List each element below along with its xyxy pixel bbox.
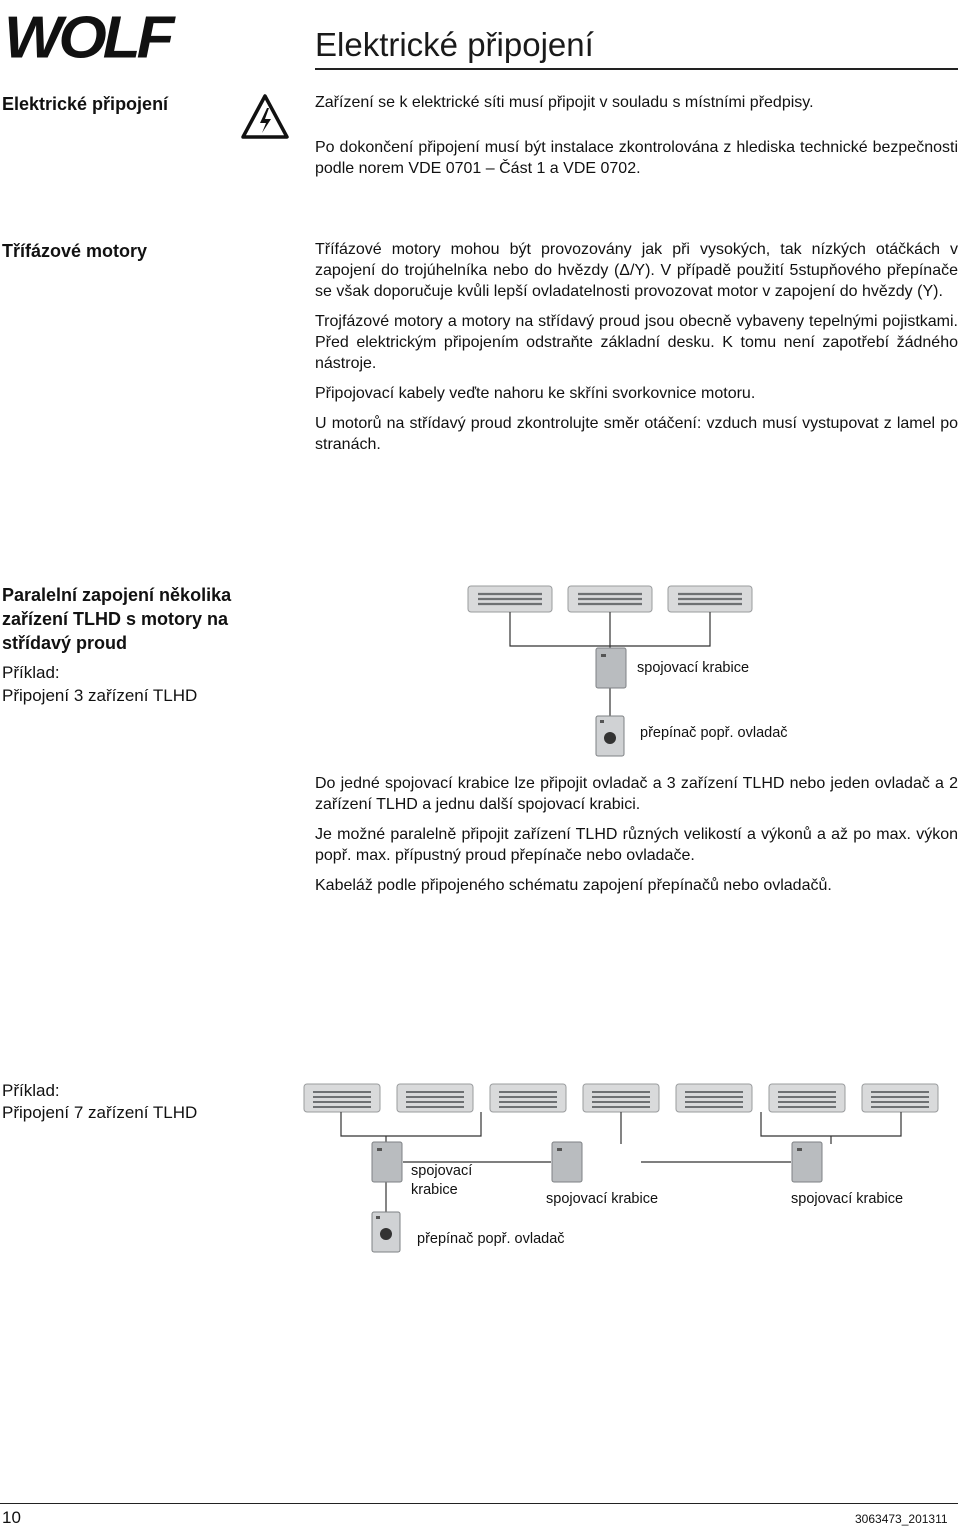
section-heading-motors: Třífázové motory: [2, 241, 148, 261]
electric-para-2: Po dokončení připojení musí být instalace zkontrolována z hlediska technické bezpečnosti podle norem VDE 0701 – Část 1 a VDE 0702.: [315, 139, 958, 177]
junction-box: [596, 648, 626, 688]
junction-box-1-label-line2: krabice: [411, 1182, 458, 1198]
parallel-para-3: Kabeláž podle připojeného schématu zapojení přepínačů nebo ovladačů.: [315, 877, 832, 894]
heater-unit: [676, 1084, 752, 1112]
switch-controller: [372, 1212, 400, 1252]
footer-divider: [0, 1503, 958, 1504]
motors-para-1: Třífázové motory mohou být provozovány jak při vysokých, tak nízkých otáčkách v zapojení do trojúhelníka nebo do hvězdy (Δ/Y). V případě použití 5stupňového přepínače se však doporučuje kvůli lepší ovladatelnosti provozovat motor v zapojení do hvězdy (Y).: [315, 241, 958, 300]
parallel-para-1: Do jedné spojovací krabice lze připojit ovladač a 3 zařízení TLHD nebo jeden ovladač a 2 zařízení TLHD a jednu další spojovací krabici.: [315, 775, 958, 813]
example-label-1: Příklad:: [2, 663, 60, 682]
section-heading-parallel: Paralelní zapojení několika zařízení TLHD s motory na střídavý proud: [2, 585, 232, 653]
heater-unit: [769, 1084, 845, 1112]
heater-unit: [568, 586, 652, 612]
junction-box-3-label: spojovací krabice: [791, 1191, 904, 1207]
heater-unit: [583, 1084, 659, 1112]
junction-box: [372, 1142, 402, 1182]
electric-hazard-icon: [240, 93, 290, 141]
switch-label-2: přepínač popř. ovladač: [417, 1231, 565, 1247]
motors-text: [315, 239, 958, 464]
heater-unit: [397, 1084, 473, 1112]
motors-para-2: Trojfázové motory a motory na střídavý proud jsou obecně vybaveny tepelnými pojistkami. Před elektrickým připojením odstraňte základní desku. K tomu není zapotřebí žádného nástroje.: [315, 313, 958, 372]
page-number: 10: [2, 1508, 21, 1527]
heater-unit: [304, 1084, 380, 1112]
document-code: 3063473_201311: [855, 1512, 948, 1526]
wiring-diagram-7-units: [296, 1078, 960, 1258]
heater-unit: [668, 586, 752, 612]
heater-unit: [490, 1084, 566, 1112]
page-title: Elektrické připojení: [315, 26, 594, 63]
example-label-2: Příklad:: [2, 1081, 60, 1100]
electric-para-1: Zařízení se k elektrické síti musí připojit v souladu s místními předpisy.: [315, 94, 814, 111]
motors-para-3: Připojovací kabely veďte nahoru ke skříni svorkovnice motoru.: [315, 385, 756, 402]
parallel-text: [315, 773, 958, 905]
section-heading-electric: Elektrické připojení: [2, 94, 169, 114]
parallel-para-2: Je možné paralelně připojit zařízení TLHD různých velikostí a výkonů a až po max. výkon popř. max. přípustný proud přepínače nebo ovladače.: [315, 826, 958, 864]
junction-box-1-label-line1: spojovací: [411, 1163, 473, 1179]
switch-label: přepínač popř. ovladač: [640, 725, 788, 741]
switch-controller: [596, 716, 624, 756]
motors-para-4: U motorů na střídavý proud zkontrolujte směr otáčení: vzduch musí vystupovat z lamel po stranách.: [315, 415, 958, 453]
heater-unit: [468, 586, 552, 612]
title-divider: [315, 68, 958, 70]
example-text-2: Připojení 7 zařízení TLHD: [2, 1103, 198, 1122]
heater-unit: [862, 1084, 938, 1112]
example-text-1: Připojení 3 zařízení TLHD: [2, 686, 198, 705]
junction-box-label: spojovací krabice: [637, 660, 750, 676]
svg-text:WOLF: WOLF: [4, 8, 171, 66]
junction-box: [552, 1142, 582, 1182]
junction-box-2-label: spojovací krabice: [546, 1191, 659, 1207]
wolf-logo: [2, 8, 192, 66]
junction-box: [792, 1142, 822, 1182]
